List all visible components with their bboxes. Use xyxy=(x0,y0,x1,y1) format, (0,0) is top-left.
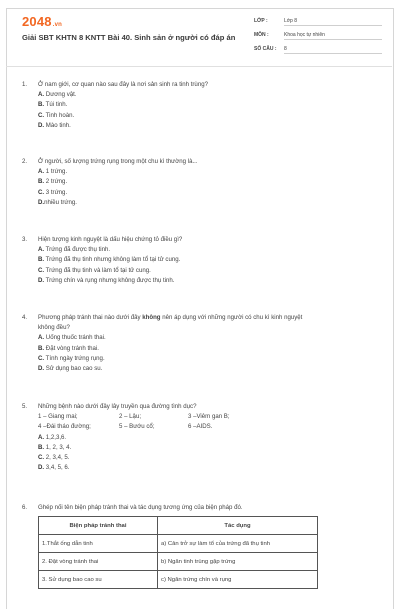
question-stem-line2: không đều? xyxy=(38,324,70,332)
option-letter: C. xyxy=(38,188,45,196)
header-divider xyxy=(6,66,392,67)
option-letter: D. xyxy=(38,276,45,284)
table-cell: c) Ngăn trứng chín và rụng xyxy=(158,571,318,589)
disease-row xyxy=(38,422,382,432)
option-b xyxy=(38,344,382,354)
disease-item: 5 – Bướu cổ; xyxy=(119,423,155,431)
option-letter: A. xyxy=(38,334,45,342)
option-letter: A. xyxy=(38,433,45,441)
option-text: Trứng chín và rụng nhưng không được thụ tinh. xyxy=(44,276,175,284)
meta-class-value: Lớp 8 xyxy=(284,18,382,26)
option-text: Tinh hoàn. xyxy=(44,111,75,119)
option-d xyxy=(38,198,382,208)
option-text: 1 trứng. xyxy=(44,168,68,176)
option-text: Túi tinh. xyxy=(44,101,68,109)
table-row xyxy=(39,571,318,589)
question-5 xyxy=(22,402,382,473)
option-text: 1,2,3,6. xyxy=(44,433,67,441)
question-stem: Ghép nối tên biện pháp tránh thai và tác dụng tương ứng của biện pháp đó. xyxy=(38,504,243,511)
question-stem: Hiện tượng kinh nguyệt là dấu hiệu chứng tỏ điều gì? xyxy=(38,236,183,243)
site-logo[interactable] xyxy=(22,14,62,29)
option-text: Trứng đã thụ tinh nhưng không làm tổ tại tử cung. xyxy=(44,256,181,264)
question-number: 1. xyxy=(22,81,28,88)
question-3 xyxy=(22,235,382,286)
question-number: 5. xyxy=(22,403,28,410)
option-c xyxy=(38,453,382,463)
option-text: 2 trứng. xyxy=(44,178,68,186)
table-cell: b) Ngăn tinh trùng gặp trứng xyxy=(158,553,318,571)
option-text: Uống thuốc tránh thai. xyxy=(44,334,106,342)
matching-table xyxy=(38,516,318,589)
option-text: Tính ngày trứng rụng. xyxy=(44,354,105,362)
option-letter: A. xyxy=(38,246,45,254)
question-number: 2. xyxy=(22,158,28,165)
option-text: Sử dụng bao cao su. xyxy=(44,365,103,373)
disease-row xyxy=(38,412,382,422)
option-b xyxy=(38,443,382,453)
table-cell: 3. Sử dụng bao cao su xyxy=(39,571,158,589)
option-d xyxy=(38,463,382,473)
option-letter: B. xyxy=(38,101,45,109)
option-c xyxy=(38,111,382,121)
question-stem xyxy=(38,313,382,323)
option-letter: D. xyxy=(38,365,45,373)
option-a xyxy=(38,245,382,255)
option-text: Đặt vòng tránh thai. xyxy=(44,344,99,352)
meta-class-key: LỚP : xyxy=(254,18,268,24)
option-text: 2, 3,4, 5. xyxy=(44,453,70,461)
option-letter: B. xyxy=(38,256,45,264)
logo-tld: .vn xyxy=(52,22,63,28)
question-6 xyxy=(22,503,382,513)
logo-text: 2048 xyxy=(22,14,52,29)
stem-emphasis: không xyxy=(142,314,161,321)
meta-subject-key: MÔN : xyxy=(254,32,269,38)
option-a xyxy=(38,433,382,443)
table-header-cell: Biện pháp tránh thai xyxy=(39,517,158,535)
option-c xyxy=(38,354,382,364)
option-letter: D. xyxy=(38,121,45,129)
disease-item: 2 – Lậu; xyxy=(119,413,142,421)
meta-count-value: 8 xyxy=(284,46,382,54)
option-letter: B. xyxy=(38,443,45,451)
meta-subject-value: Khoa học tự nhiên xyxy=(284,32,382,40)
option-a xyxy=(38,333,382,343)
table-header-cell: Tác dụng xyxy=(158,517,318,535)
option-text: nhiều trứng. xyxy=(44,198,77,206)
disease-item: 1 – Giang mai; xyxy=(38,413,78,421)
option-c xyxy=(38,266,382,276)
document-title: Giải SBT KHTN 8 KNTT Bài 40. Sinh sản ở người có đáp án xyxy=(22,33,236,42)
option-text: 3 trứng. xyxy=(44,188,68,196)
stem-text: Phương pháp tránh thai nào dưới đây xyxy=(38,314,143,321)
option-text: 3,4, 5, 6. xyxy=(44,464,70,472)
option-text: Dương vật. xyxy=(44,91,77,99)
table-cell: a) Cản trở sự làm tổ của trứng đã thụ tinh xyxy=(158,535,318,553)
table-row xyxy=(39,553,318,571)
meta-count-key: SỐ CÂU : xyxy=(254,46,277,52)
question-stem: Ở nam giới, cơ quan nào sau đây là nơi sản sinh ra tinh trùng? xyxy=(38,81,208,88)
question-number: 6. xyxy=(22,504,28,511)
question-number: 3. xyxy=(22,236,28,243)
option-letter: C. xyxy=(38,266,45,274)
option-c xyxy=(38,188,382,198)
question-4 xyxy=(22,313,382,374)
option-letter: A. xyxy=(38,168,45,176)
option-text: Trứng đã được thụ tinh. xyxy=(44,246,111,254)
table-cell: 1.Thắt ống dẫn tinh xyxy=(39,535,158,553)
disease-item: 6 –AIDS. xyxy=(188,423,213,431)
option-letter: B. xyxy=(38,178,45,186)
option-text: Mào tinh. xyxy=(44,121,71,129)
option-a xyxy=(38,90,382,100)
question-stem: Những bệnh nào dưới đây lây truyền qua đường tình dục? xyxy=(38,403,197,410)
option-d xyxy=(38,121,382,131)
option-text: 1, 2, 3, 4. xyxy=(44,443,72,451)
option-letter: A. xyxy=(38,91,45,99)
option-b xyxy=(38,100,382,110)
question-1 xyxy=(22,80,382,131)
option-letter: B. xyxy=(38,344,45,352)
disease-item: 3 –Viêm gan B; xyxy=(188,413,230,421)
option-a xyxy=(38,167,382,177)
question-number: 4. xyxy=(22,314,28,321)
option-d xyxy=(38,364,382,374)
table-cell: 2. Đặt vòng tránh thai xyxy=(39,553,158,571)
option-b xyxy=(38,255,382,265)
question-2 xyxy=(22,157,382,208)
option-d xyxy=(38,276,382,286)
table-header-row xyxy=(39,517,318,535)
option-text: Trứng đã thụ tinh và làm tổ tại tử cung. xyxy=(44,266,151,274)
option-letter: D. xyxy=(38,464,45,472)
option-b xyxy=(38,177,382,187)
option-letter: C. xyxy=(38,354,45,362)
table-row xyxy=(39,535,318,553)
option-letter: C. xyxy=(38,111,45,119)
question-stem: Ở người, số lượng trứng rụng trong một chu kì thường là... xyxy=(38,158,198,165)
option-letter: D. xyxy=(38,198,45,206)
option-letter: C. xyxy=(38,453,45,461)
disease-item: 4 –Đái tháo đường; xyxy=(38,423,91,431)
stem-text: nên áp dụng với những người có chu kì kinh nguyệt xyxy=(160,314,303,321)
